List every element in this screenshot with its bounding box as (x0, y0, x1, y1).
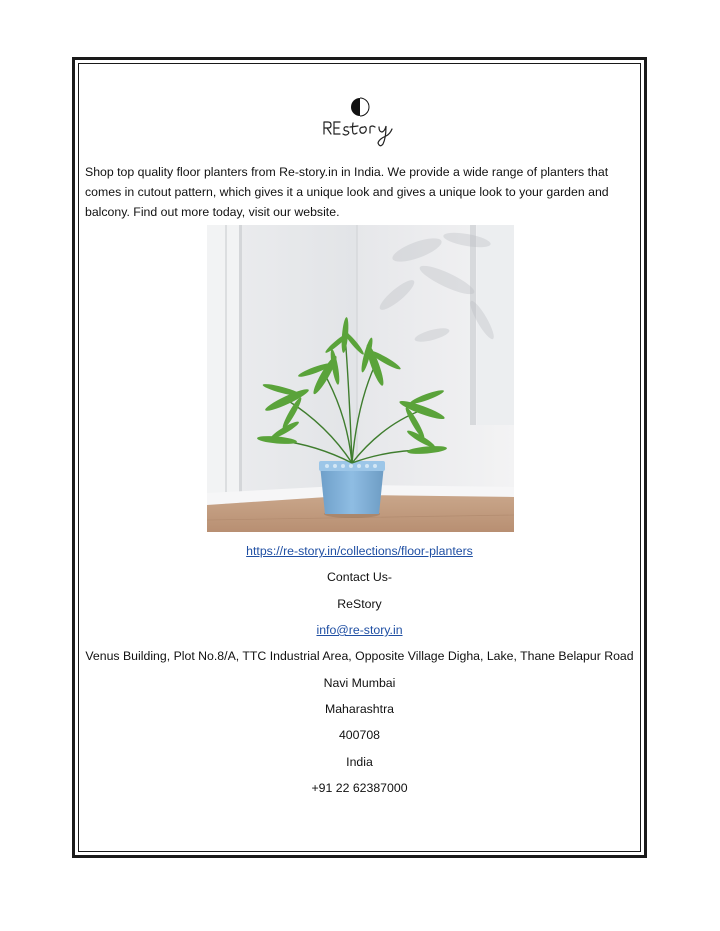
product-image (207, 225, 514, 532)
restory-logo (318, 96, 402, 152)
city: Navi Mumbai (323, 676, 396, 690)
state: Maharashtra (324, 702, 395, 716)
company-name: ReStory (337, 597, 382, 611)
country: India (346, 755, 373, 769)
website-link[interactable]: https://re-story.in/collections/floor-planters (246, 544, 473, 558)
intro-paragraph: Shop top quality floor planters from Re-story.in in India. We provide a wide range of planters that comes in cutout pattern, which gives it a unique look and gives a unique look to your garden and balcony. Find out more today, visit our website. (85, 165, 609, 219)
pincode: 400708 (338, 728, 381, 742)
logo-wordmark (324, 122, 392, 146)
email-link[interactable]: info@re-story.in (316, 623, 403, 637)
address-line: Venus Building, Plot No.8/A, TTC Industrial Area, Opposite Village Digha, Lake, Thane Belapur Road (85, 649, 634, 663)
contact-heading: Contact Us- (327, 570, 392, 584)
logo-mark-icon (351, 98, 369, 116)
phone-number: +91 22 62387000 (311, 781, 408, 795)
